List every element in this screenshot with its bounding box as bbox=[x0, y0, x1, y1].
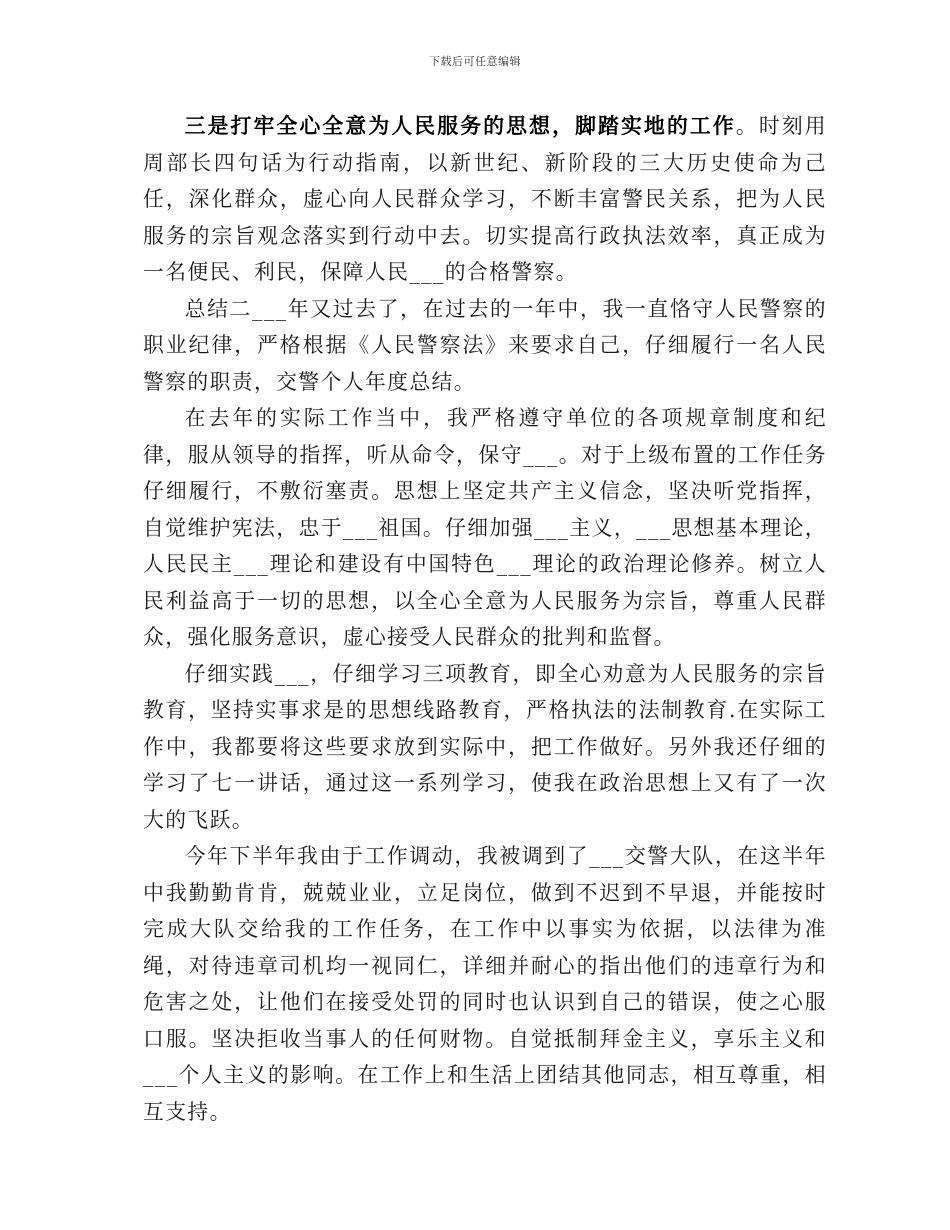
header-note: 下载后可任意编辑 bbox=[429, 55, 521, 68]
paragraph-5-text: 今年下半年我由于工作调动，我被调到了___交警大队，在这半年中我勤勤肯肯，兢兢业业，立足岗位，做到不迟到不早退，并能按时完成大队交给我的工作任务，在工作中以事实为依据，以法律为准绳，对待违章司机均一视同仁，详细并耐心的指出他们的违章行为和危害之处，让他们在接受处罚的同时也认识到自己的错误，使之心服口服。坚决拒收当事人的任何财物。自觉抵制拜金主义，享乐主义和___个人主义的影响。在工作上和生活上团结其他同志，相互尊重，相互支持。 bbox=[143, 844, 827, 1124]
paragraph-5 bbox=[143, 838, 827, 1130]
paragraph-4 bbox=[143, 656, 827, 839]
paragraph-2-text: 总结二___年又过去了，在过去的一年中，我一直恪守人民警察的职业纪律，严格根据《人民警察法》来要求自己，仔细履行一名人民警察的职责，交警个人年度总结。 bbox=[143, 296, 827, 394]
document-body bbox=[143, 108, 827, 1130]
paragraph-3 bbox=[143, 400, 827, 656]
paragraph-1-bold-lead: 三是打牢全心全意为人民服务的思想，脚踏实地的工作 bbox=[184, 113, 736, 138]
paragraph-4-text: 仔细实践___，仔细学习三项教育，即全心劝意为人民服务的宗旨教育，坚持实事求是的思想线路教育，严格执法的法制教育.在实际工作中，我都要将这些要求放到实际中，把工作做好。另外我还仔细的学习了七一讲话，通过这一系列学习，使我在政治思想上又有了一次大的飞跃。 bbox=[143, 661, 827, 832]
paragraph-1 bbox=[143, 108, 827, 291]
paragraph-3-text: 在去年的实际工作当中，我严格遵守单位的各项规章制度和纪律，服从领导的指挥，听从命令，保守___。对于上级布置的工作任务仔细履行，不敷衍塞责。思想上坚定共产主义信念，坚决听党指挥，自觉维护宪法，忠于___祖国。仔细加强___主义，___思想基本理论，人民民主___理论和建设有中国特色___理论的政治理论修养。树立人民利益高于一切的思想，以全心全意为人民服务为宗旨，尊重人民群众，强化服务意识，虚心接受人民群众的批判和监督。 bbox=[143, 406, 827, 649]
paragraph-2 bbox=[143, 291, 827, 401]
paragraph-1-text: 。时刻用周部长四句话为行动指南，以新世纪、新阶段的三大历史使命为己任，深化群众，虚心向人民群众学习，不断丰富警民关系，把为人民服务的宗旨观念落实到行动中去。切实提高行政执法效率，真正成为一名便民、利民，保障人民___的合格警察。 bbox=[143, 114, 827, 284]
